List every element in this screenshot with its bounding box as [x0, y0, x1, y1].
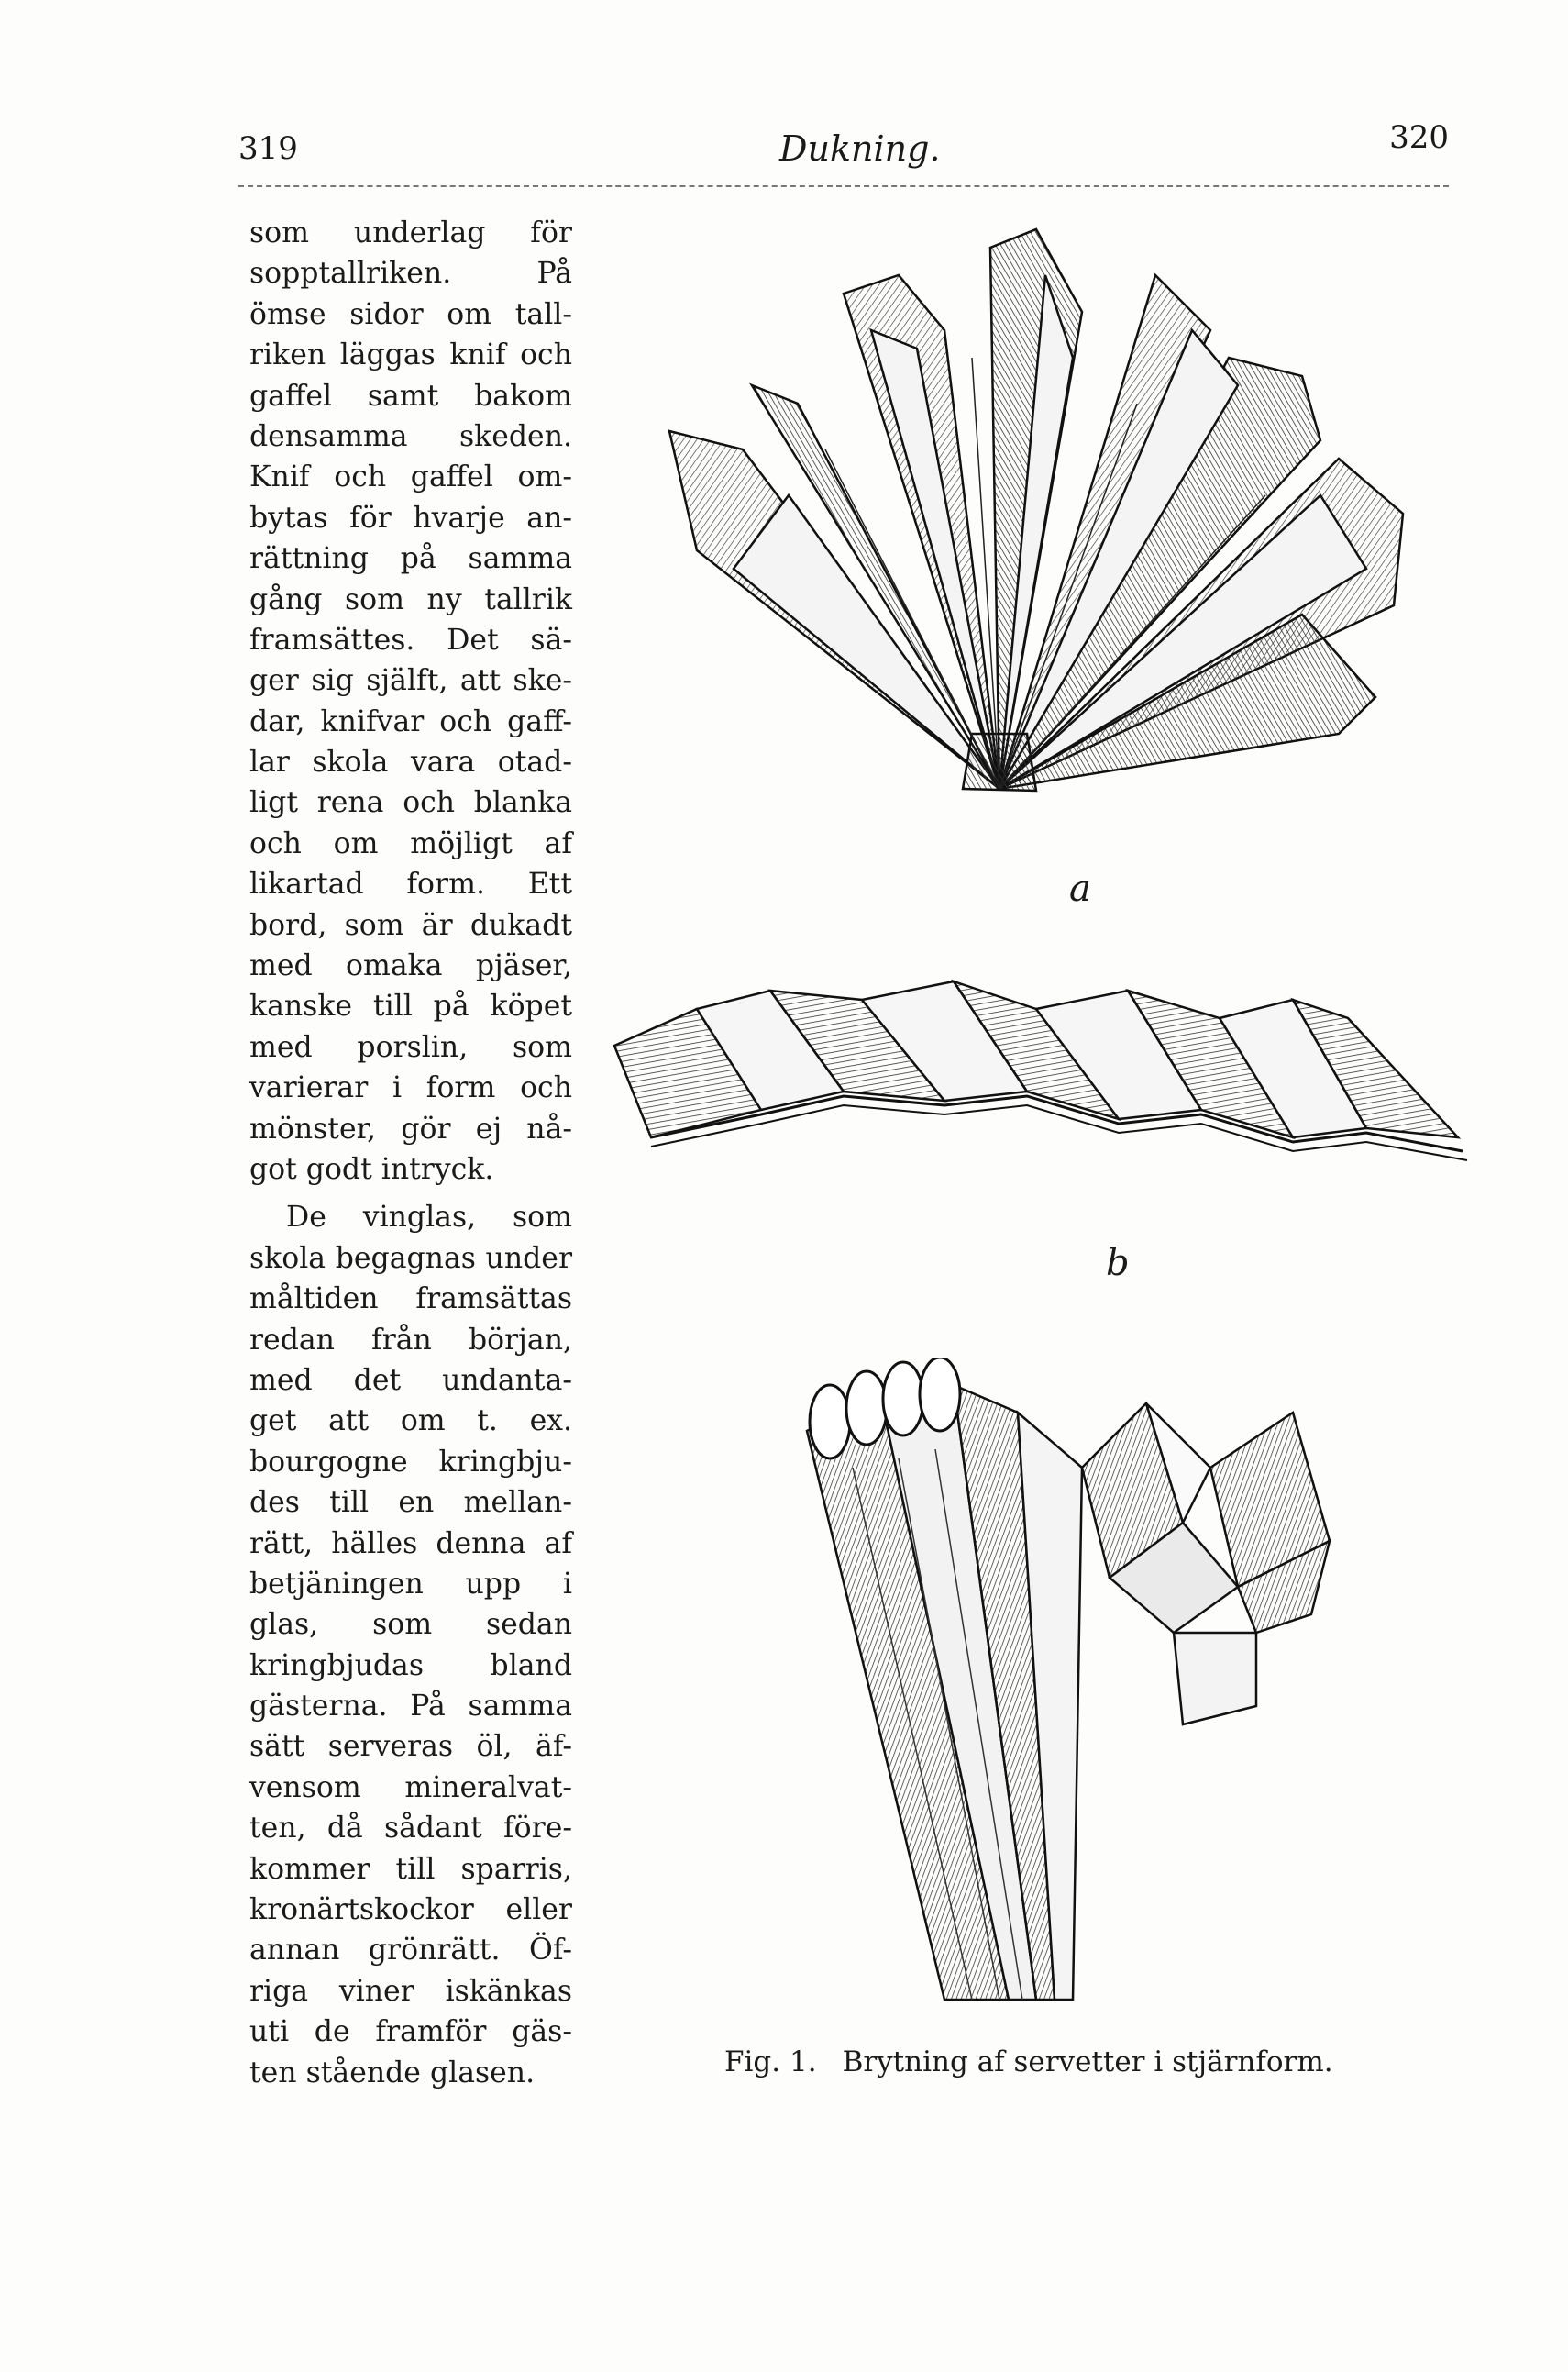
- text-line: som underlag för: [249, 216, 572, 249]
- text-column: [249, 213, 572, 2093]
- text-line: betjäningen upp i: [249, 1567, 572, 1601]
- page-number-left: 319: [238, 130, 298, 167]
- text-line: måltiden framsättas: [249, 1282, 572, 1316]
- standing-napkin-illustration: [779, 1358, 1366, 2018]
- figure-pleated-strip: [596, 954, 1476, 1192]
- text-line: ten, då sådant före-: [249, 1812, 572, 1846]
- text-line: gästerna. På samma: [249, 1690, 572, 1724]
- figure-standing-napkin: [779, 1358, 1366, 2018]
- text-line: got godt intryck.: [249, 1152, 494, 1186]
- text-line: kronärtskockor eller: [249, 1893, 572, 1927]
- text-line: kanske till på köpet: [249, 990, 572, 1024]
- text-line: med omaka pjäser,: [249, 949, 572, 983]
- figure-label-b: b: [1106, 1242, 1130, 1284]
- figure-fan-napkin: [642, 220, 1467, 807]
- text-line: kringbjudas bland: [249, 1648, 572, 1682]
- text-line: uti de framför gäs-: [249, 2015, 572, 2049]
- text-line: dar, knifvar och gaff-: [249, 704, 572, 738]
- text-line: annan grönrätt. Öf-: [249, 1934, 572, 1967]
- text-line: densamma skeden.: [249, 419, 572, 453]
- text-line: skola begagnas under: [249, 1241, 572, 1275]
- text-line: vensom mineralvat-: [249, 1770, 572, 1804]
- pleated-strip-illustration: [596, 954, 1476, 1192]
- figure-label-a: a: [1069, 868, 1091, 910]
- page-number-right: 320: [1389, 119, 1449, 156]
- page-header: [238, 119, 1449, 174]
- text-line: med porslin, som: [249, 1030, 572, 1064]
- text-line: des till en mellan-: [249, 1486, 572, 1520]
- figure-number: Fig. 1.: [724, 2045, 817, 2078]
- text-line: get att om t. ex.: [249, 1404, 572, 1438]
- text-line: De vinglas, som: [286, 1201, 572, 1235]
- text-line: likartad form. Ett: [249, 868, 572, 902]
- text-line: bord, som är dukadt: [249, 908, 572, 942]
- text-line: gaffel samt bakom: [249, 379, 572, 413]
- text-line: Knif och gaffel om-: [249, 460, 572, 494]
- text-line: varierar i form och: [249, 1071, 572, 1105]
- text-line: sätt serveras öl, äf-: [249, 1730, 572, 1764]
- text-line: ligt rena och blanka: [249, 786, 572, 820]
- text-line: kommer till sparris,: [249, 1852, 572, 1886]
- text-line: ömse sidor om tall-: [249, 297, 572, 331]
- text-line: och om möjligt af: [249, 826, 572, 860]
- text-line: ten stående glasen.: [249, 2056, 536, 2089]
- text-line: gång som ny tallrik: [249, 582, 572, 616]
- text-line: ger sig själft, att ske-: [249, 664, 572, 698]
- text-line: mönster, gör ej nå-: [249, 1112, 572, 1146]
- header-rule: [238, 185, 1449, 187]
- figure-caption-text: Brytning af servetter i stjärnform.: [842, 2045, 1333, 2078]
- text-line: glas, som sedan: [249, 1608, 572, 1642]
- text-line: sopptallriken. På: [249, 257, 572, 291]
- text-line: lar skola vara otad-: [249, 746, 572, 780]
- text-line: bytas för hvarje an-: [249, 501, 572, 535]
- text-line: framsättes. Det sä-: [249, 623, 572, 657]
- figure-caption: [724, 2045, 1385, 2078]
- text-line: med det undanta-: [249, 1363, 572, 1397]
- text-line: riken läggas knif och: [249, 338, 572, 372]
- text-line: rätt, hälles denna af: [249, 1526, 572, 1560]
- running-title: Dukning.: [779, 128, 941, 169]
- text-line: rättning på samma: [249, 542, 572, 576]
- paragraph-1: [249, 213, 572, 1190]
- text-line: bourgogne kringbju-: [249, 1445, 572, 1479]
- text-line: redan från början,: [249, 1323, 572, 1357]
- fan-napkin-illustration: [642, 220, 1467, 807]
- paragraph-2: [249, 1197, 572, 2093]
- text-line: riga viner iskänkas: [249, 1974, 572, 2008]
